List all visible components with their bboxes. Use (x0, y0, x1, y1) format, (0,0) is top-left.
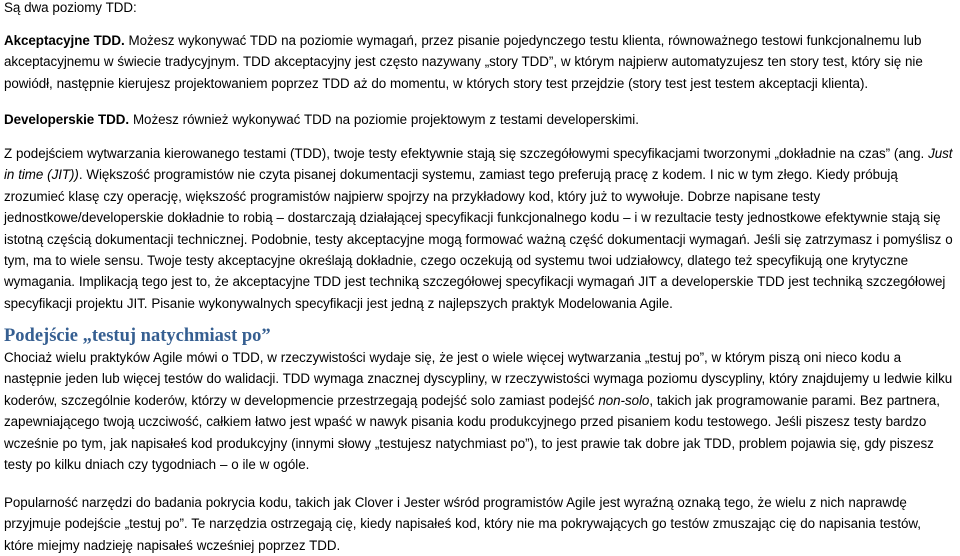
developer-tdd-text: Możesz również wykonywać TDD na poziomie projektowym z testami developerskimi. (129, 112, 639, 127)
jit-specification-paragraph (4, 143, 958, 314)
test-after-text-end: , takich jak programowanie parami. Bez partnera, zapewniającego twoją uczciwość, całkiem łatwo jest wpaść w nawyk pisania kodu produkcyjnego przed pisaniem kodu testowego. Jeśli piszesz testy bardzo wcześnie po tym, jak napisałeś kod produkcyjny (innymi słowy „testujesz natychmiast po”), to jest prawie tak dobre jak TDD, problem pojawia się, gdy piszesz testy po kilku dniach czy tygodniach – o ile w ogóle. (4, 392, 940, 473)
acceptance-tdd-paragraph (4, 30, 954, 94)
acceptance-tdd-term: Akceptacyjne TDD (4, 33, 121, 48)
developer-tdd-term: Developerskie TDD (4, 112, 126, 127)
developer-tdd-paragraph (4, 109, 954, 130)
jit-text-end: . Większość programistów nie czyta pisanej dokumentacji systemu, zamiast tego preferują pracę z kodem. I nic w tym złego. Kiedy próbują zrozumieć klasę czy operację, większość programistów najpierw spojrzy na przykładowy kod, który już to wywołuje. Dobrze napisane testy jednostkowe/developerskie dokładnie to robią – dostarczają działającej specyfikacji funkcjonalnego kodu – i w rezultacie testy jednostkowe efektywnie stają się istotną częścią dokumentacji technicznej. Podobnie, testy akceptacyjne mogą formować ważną część dokumentacji wymagań. Jeśli się zatrzymasz i pomyślisz o tym, ma to wiele sensu. Twoje testy akceptacyjne określają dokładnie, czego oczekują od systemu twoi udziałowcy, dlatego też specyfikują one krytyczne wymagania. Implikacją tego jest to, że akceptacyjne TDD jest techniką szczegółowej specyfikacji wymagań JIT a developerskie TDD jest techniką szczegółowej specyfikacji projektu JIT. Pisanie wykonywalnych specyfikacji jest jedną z najlepszych praktyk Modelowania Agile. (4, 167, 953, 311)
jit-italic-term: Just in time (JIT)) (4, 146, 953, 183)
section-heading-container (4, 324, 954, 348)
coverage-tools-paragraph: Popularność narzędzi do badania pokrycia kodu, takich jak Clover i Jester wśród programistów Agile jest wyraźną oznaką tego, że wielu z nich naprawdę przyjmuje podejście „testuj po”. Te narzędzia ostrzegają cię, kiedy napisałeś kod, który nie ma pokrywających go testów zmuszając cię do napisania testów, które miejmy nadzieję napisałeś wcześniej poprzez TDD. (4, 495, 921, 553)
jit-text-start: Z podejściem wytwarzania kierowanego testami (TDD), twoje testy efektywnie stają się szczegółowymi specyfikacjami tworzonymi „dokładnie na czas” (ang. (4, 146, 929, 161)
test-after-paragraph (4, 347, 954, 475)
intro-line: Są dwa poziomy TDD: (4, 0, 137, 15)
non-solo-italic-term: non-solo (598, 392, 650, 408)
test-after-text-start: Chociaż wielu praktyków Agile mówi o TDD, w rzeczywistości wydaje się, że jest o wiele więcej wytwarzania „testuj po”, w którym piszą oni nieco kodu a następnie jeden lub więcej testów do walidacji. TDD wymaga znacznej dyscypliny, w rzeczywistości wymaga poziomu dyscypliny, który znajdujemy u ledwie kilku koderów, szczególnie koderów, którzy w developmencie przestrzegają podejść solo zamiast podejść (4, 350, 953, 408)
section-heading: Podejście „testuj natychmiast po” (4, 326, 271, 346)
acceptance-tdd-text: Możesz wykonywać TDD na poziomie wymagań, przez pisanie pojedynczego testu klienta, równoważnego testowi funkcjonalnemu lub akceptacyjnemu w świecie tradycyjnym. TDD akceptacyjny jest często nazywany „story TDD”, w którym najpierw automatyzujesz ten story test, który się nie powiódł, następnie kierujesz projektowaniem poprzez TDD aż do momentu, w których story test przejdzie (story test jest testem akceptacji klienta). (4, 33, 923, 91)
developer-tdd-term-dot: . (125, 112, 130, 127)
acceptance-tdd-term-dot: . (120, 33, 125, 48)
